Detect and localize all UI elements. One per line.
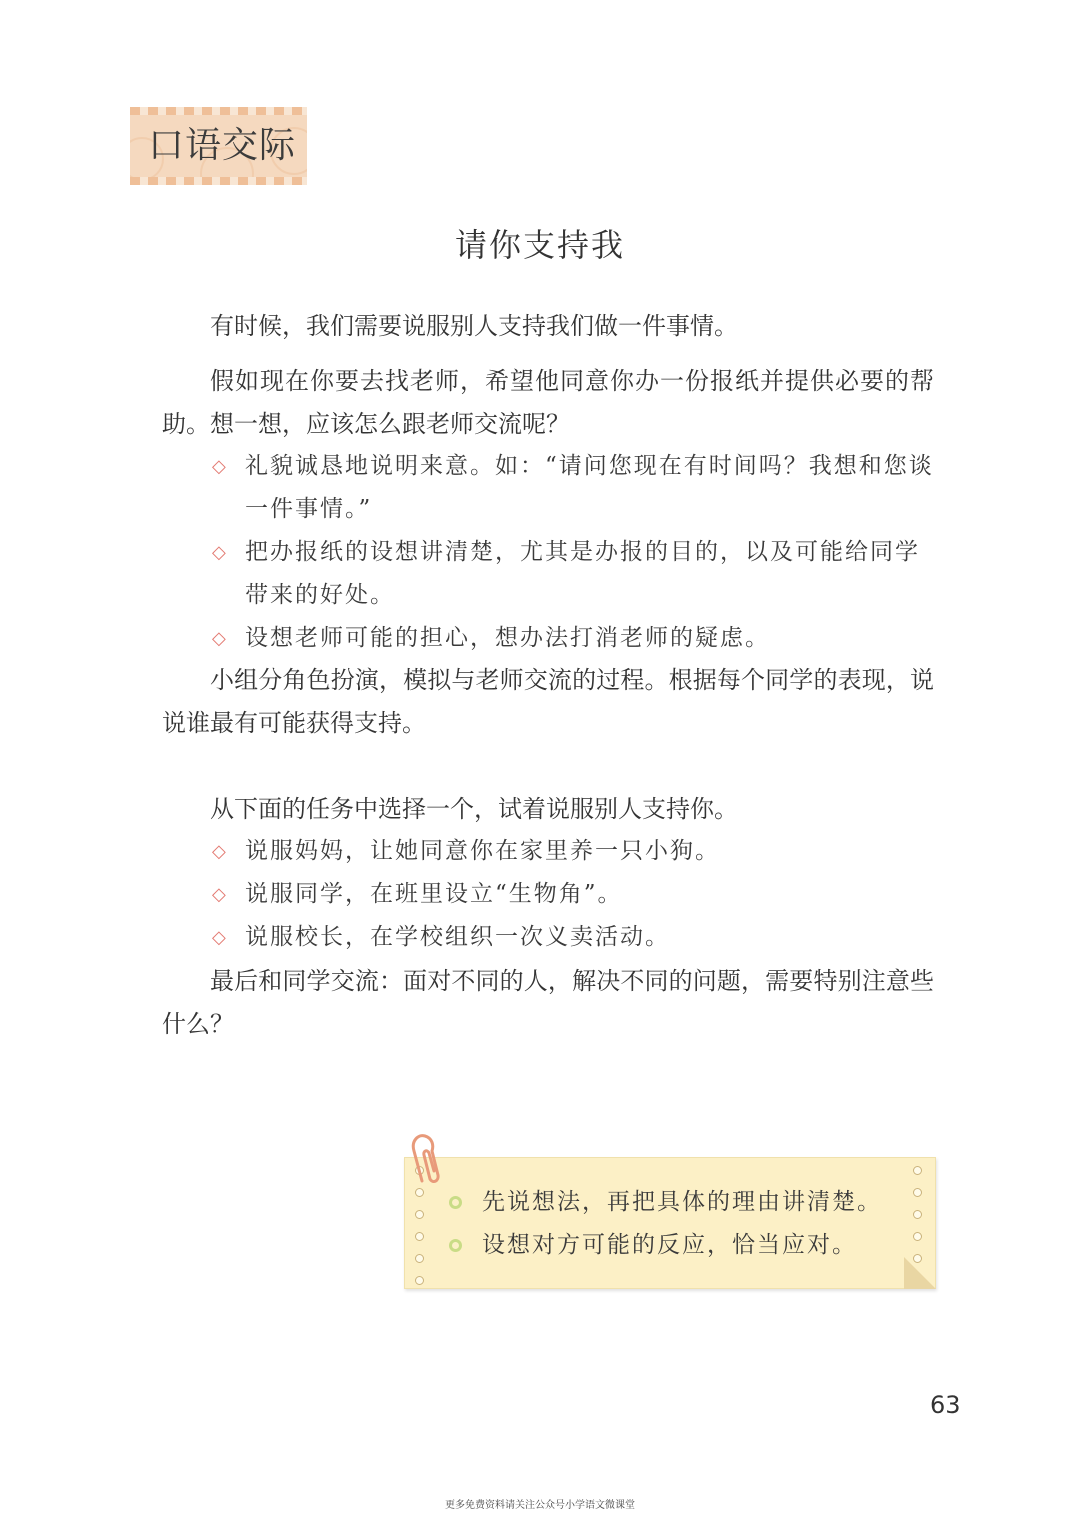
diamond-outline-icon: ◇ xyxy=(212,927,228,948)
list-item xyxy=(212,531,934,617)
diamond-outline-icon: ◇ xyxy=(212,542,228,563)
note-tip-text: 设想对方可能的反应，恰当应对。 xyxy=(482,1232,857,1258)
list-item-text: 礼貌诚恳地说明来意。如：“请问您现在有时间吗？我想和您谈一件事情。” xyxy=(245,453,934,522)
decorative-band-bottom xyxy=(130,177,307,185)
list-item-text: 说服同学，在班里设立“生物角”。 xyxy=(245,881,623,907)
intro-paragraph: 有时候，我们需要说服别人支持我们做一件事情。 xyxy=(210,312,738,340)
closing-paragraph: 最后和同学交流：面对不同的人，解决不同的问题，需要特别注意些什么？ xyxy=(162,967,934,1038)
list-item-text: 设想老师可能的担心，想办法打消老师的疑虑。 xyxy=(245,625,770,651)
tip-note-card xyxy=(404,1157,936,1289)
list-item-text: 把办报纸的设想讲清楚，尤其是办报的目的，以及可能给同学带来的好处。 xyxy=(245,539,920,608)
diamond-outline-icon: ◇ xyxy=(212,456,228,477)
list-item xyxy=(212,873,934,916)
scenario-paragraph: 假如现在你要去找老师，希望他同意你办一份报纸并提供必要的帮助。想一想，应该怎么跟老师交流呢？ xyxy=(162,367,934,438)
decorative-band-top xyxy=(130,107,307,115)
list-item xyxy=(212,617,934,660)
task-intro-paragraph: 从下面的任务中选择一个，试着说服别人支持你。 xyxy=(210,795,738,823)
section-tag-label: 口语交际 xyxy=(148,125,297,166)
list-item xyxy=(212,445,934,531)
list-item-text: 说服妈妈，让她同意你在家里养一只小狗。 xyxy=(245,838,720,864)
diamond-outline-icon: ◇ xyxy=(212,841,228,862)
note-tip xyxy=(449,1182,882,1222)
diamond-outline-icon: ◇ xyxy=(212,884,228,905)
list-item-text: 说服校长，在学校组织一次义卖活动。 xyxy=(245,924,670,950)
footer-note: 更多免费资料请关注公众号小学语文微课堂 xyxy=(445,1500,635,1511)
lesson-title: 请你支持我 xyxy=(454,226,625,264)
circle-outline-icon xyxy=(449,1196,462,1209)
page-number: 63 xyxy=(930,1391,961,1419)
circle-outline-icon xyxy=(449,1239,462,1252)
paperclip-icon xyxy=(408,1131,448,1187)
teacher-tip-list xyxy=(212,445,934,660)
list-item xyxy=(212,830,934,873)
note-tip xyxy=(449,1225,857,1265)
list-item xyxy=(212,916,934,959)
note-tip-text: 先说想法，再把具体的理由讲清楚。 xyxy=(482,1189,882,1215)
task-list xyxy=(212,830,934,959)
roleplay-paragraph: 小组分角色扮演，模拟与老师交流的过程。根据每个同学的表现，说说谁最有可能获得支持。 xyxy=(162,666,934,737)
diamond-outline-icon: ◇ xyxy=(212,628,228,649)
section-tag xyxy=(130,107,307,185)
page-curl-corner xyxy=(904,1257,936,1289)
